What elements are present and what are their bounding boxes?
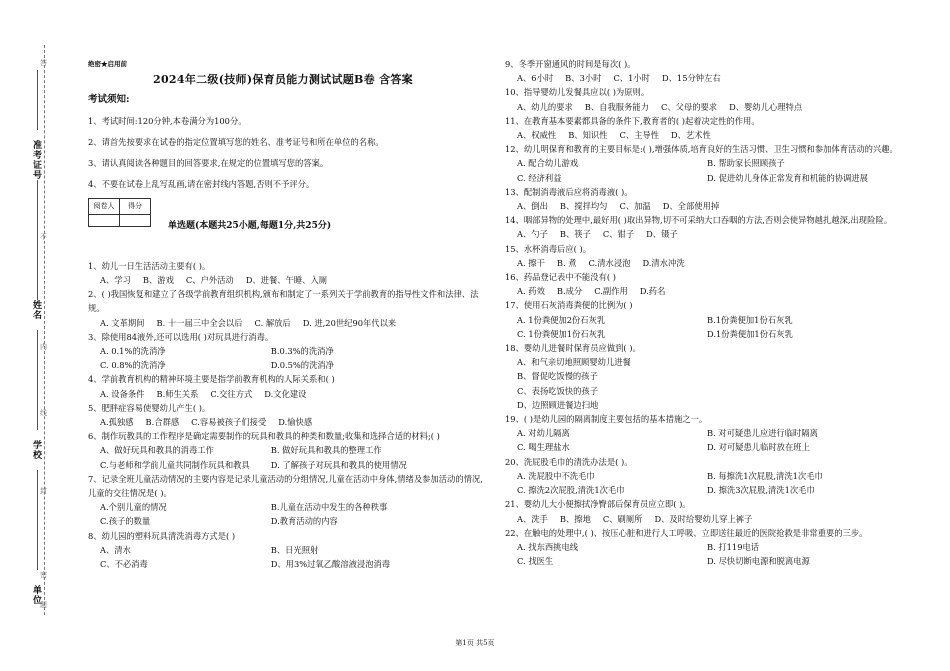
option: C. 喝生理盐水 <box>517 442 570 453</box>
name-line <box>37 180 38 300</box>
question-text: 22、在触电的处理中,( )、按压心脏和进行人工呼吸、立即送往最近的医院抢救是非常重要的三步。 <box>505 527 868 538</box>
option: A、权威性 <box>517 130 557 141</box>
option: D、艺术性 <box>671 130 711 141</box>
option: C.孩子的数量 <box>100 516 151 527</box>
question-options <box>505 227 930 241</box>
option: D.文化建设 <box>264 388 307 399</box>
option: A. 对幼儿隔离 <box>517 428 570 439</box>
binding-mark: 不 <box>40 233 47 241</box>
question-text: 3、除使用84液外,还可以选用( )对玩具进行消毒。 <box>88 331 274 342</box>
option: B.师生关系 <box>156 388 199 399</box>
option: D. 进,20世纪90年代以来 <box>302 317 397 328</box>
option: B.儿童在活动中发生的各种秩事 <box>270 502 388 513</box>
binding-mark: 题 <box>40 601 47 609</box>
question-text: 21、婴幼儿大小便擦拭净臀部后保育员应立即( )。 <box>505 499 691 510</box>
question-text: 16、药品登记表中不能没有( ) <box>505 272 616 283</box>
score-table-score: 得分 <box>120 199 151 214</box>
option: C. 0.8%的洗消净 <box>100 360 166 371</box>
option: C、不必消毒 <box>100 559 148 570</box>
option: A、倒出 <box>517 201 548 212</box>
question-options <box>505 512 930 526</box>
exam-number-line <box>37 70 38 130</box>
binding-label-name: 姓名 <box>31 300 41 320</box>
question-options <box>88 316 488 330</box>
question-options <box>88 500 488 528</box>
binding-mark: 线 <box>40 409 47 417</box>
option: D、进餐、午睡、入厕 <box>245 275 328 286</box>
option: B、擦地 <box>559 513 591 524</box>
option: A. 找东西挑电线 <box>517 541 579 552</box>
option: B.0.3%的洗消净 <box>270 346 334 357</box>
question-options <box>505 355 930 412</box>
question-options <box>505 199 930 213</box>
question-text: 2、( )我国恢复和建立了各级学前教育组织机构,颁布和制定了一系列关于学前教育的指导性文件和法律、法规。 <box>88 289 479 314</box>
option: D. 擦洗3次屁股,清洗1次毛巾 <box>706 485 815 496</box>
question-text: 18、婴幼儿进餐时保育员应做到( )。 <box>505 343 641 354</box>
question-text: 13、配制消毒液后应将消毒液( )。 <box>505 186 633 197</box>
option: D、边照顾进餐边扫地 <box>517 399 599 410</box>
exam-title: 2024年二级(技师)保育员能力测试试题B卷 含答案 <box>153 73 413 87</box>
question-options <box>505 100 930 114</box>
option: B. 十一届三中全会以后 <box>156 317 243 328</box>
option: B、知识性 <box>568 130 608 141</box>
option: B、日光照射 <box>270 544 319 555</box>
option: A、做好玩具和教具的消毒工作 <box>100 445 214 456</box>
option: D. 了解孩子对玩具和教具的使用情况 <box>270 459 407 470</box>
left-questions <box>88 259 488 571</box>
score-table-grader: 阅卷人 <box>89 199 120 214</box>
question-text: 5、肥胖症容易使婴幼儿产生( )。 <box>88 402 211 413</box>
option: D.愉快感 <box>278 417 313 428</box>
question-text: 15、水杯消毒后应( )。 <box>505 243 592 254</box>
option: A、勺子 <box>517 229 548 240</box>
option: B. 煮 <box>556 257 577 268</box>
question-options <box>505 313 930 341</box>
question-options <box>88 543 488 571</box>
binding-mark: 密 <box>40 571 47 579</box>
secret-mark: 绝密★启用前 <box>88 60 127 68</box>
binding-mark: 内 <box>40 343 47 351</box>
option: B.1份粪便加1份石灰乳 <box>706 314 793 325</box>
option: C. 找医生 <box>517 556 554 567</box>
question-options <box>88 443 488 471</box>
option: C. 经济利益 <box>517 172 562 183</box>
option: B. 每擦洗1次屁股,清洗1次毛巾 <box>706 470 823 481</box>
option: B、游戏 <box>142 275 174 286</box>
question-options <box>505 156 930 184</box>
page-footer: 第1页 共5页 <box>455 639 495 647</box>
option: D.清水冲洗 <box>642 257 685 268</box>
option: D.药名 <box>639 286 666 297</box>
question-options <box>505 469 930 497</box>
option: C. 解放后 <box>254 317 291 328</box>
option: A、学习 <box>100 275 131 286</box>
option: C、表扬吃饭快的孩子 <box>517 385 599 396</box>
option: D、婴幼儿心理特点 <box>729 101 803 112</box>
notice-item: 2、请首先按要求在试卷的指定位置填写您的姓名、准考证号和所在单位的名称。 <box>88 136 384 147</box>
option: A、幼儿的要求 <box>517 101 573 112</box>
binding-label-school: 学校 <box>31 440 41 460</box>
option: C.交往方式 <box>210 388 253 399</box>
option: B、3小时 <box>565 73 602 84</box>
question-options <box>505 284 930 298</box>
question-options <box>88 387 488 401</box>
question-text: 19、( )是幼儿园的隔离制度主要包括的基本措施之一。 <box>505 414 708 425</box>
left-column <box>88 57 488 571</box>
option: C. 1份粪便加1份石灰乳 <box>517 328 606 339</box>
option: A. 0.1%的洗消净 <box>100 346 166 357</box>
binding-mark: 封 <box>40 487 47 495</box>
option: A、6小时 <box>517 73 554 84</box>
option: C.与老师和学前儿童共同制作玩具和教具 <box>100 459 250 470</box>
option: B. 做好玩具和教具的整理工作 <box>270 445 382 456</box>
question-options <box>505 71 930 85</box>
option: A. 文革期间 <box>100 317 145 328</box>
binding-label-unit: 单位 <box>31 585 41 605</box>
option: C.容易被孩子们接受 <box>191 417 267 428</box>
option: D、用3%过氧乙酸溶液浸泡消毒 <box>270 559 391 570</box>
section-heading: 单选题(本题共25小题,每题1分,共25分) <box>168 220 332 231</box>
option: C、1小时 <box>613 73 650 84</box>
option: C、刷厕所 <box>602 513 643 524</box>
notice-title: 考试须知: <box>88 94 130 106</box>
option: C、钳子 <box>602 229 635 240</box>
question-text: 9、冬季开窗通风的时间是每次( )。 <box>505 59 636 69</box>
option: B. 对可疑患儿应进行临时隔离 <box>706 428 818 439</box>
question-text: 14、咽部异物的处理中,最好用( )取出异物,切不可采纳大口吞咽的方法,否则会使异物越扎越深,出现险险。 <box>505 215 892 226</box>
option: C.清水浸泡 <box>588 257 631 268</box>
question-options <box>88 415 488 429</box>
question-text: 17、使用石灰消毒粪便的比例为( ) <box>505 300 633 311</box>
option: A.孤独感 <box>100 417 134 428</box>
option: B. 帮助家长照顾孩子 <box>706 158 785 169</box>
notice-item: 1、考试时间:120分钟,本卷满分为100分。 <box>88 115 247 126</box>
score-table <box>88 198 151 226</box>
grader-cell[interactable] <box>89 214 120 226</box>
option: D. 尽快切断电源和脱离电源 <box>706 556 810 567</box>
option: D、全部使用掉 <box>662 201 720 212</box>
question-text: 10、指导婴幼儿发餐具应以( )为原则。 <box>505 87 650 98</box>
option: D、及时给婴幼儿穿上裤子 <box>654 513 753 524</box>
option: B、筷子 <box>559 229 591 240</box>
score-cell[interactable] <box>120 214 151 226</box>
question-text: 20、洗屁股毛巾的清洗办法是( )。 <box>505 456 633 467</box>
option: D.教育活动的内容 <box>270 516 338 527</box>
question-options <box>505 256 930 270</box>
question-text: 11、在教育基本要素都具备的条件下,教育者的( )起着决定性的作用。 <box>505 115 760 126</box>
question-options <box>505 540 930 568</box>
option: C.副作用 <box>594 286 628 297</box>
option: A. 洗屁股中不洗毛巾 <box>517 470 595 481</box>
question-text: 6、制作玩教具的工作程序是确定需要制作的玩具和教具的种类和数量;收集和选择合适的材料;( ) <box>88 431 440 442</box>
option: B.成分 <box>556 286 583 297</box>
option: A. 配合幼儿游戏 <box>517 158 579 169</box>
option: A. 1份粪便加2份石灰乳 <box>517 314 606 325</box>
question-options <box>88 344 488 372</box>
option: D.1份粪便加1份石灰乳 <box>706 328 793 339</box>
option: B.合群感 <box>145 417 180 428</box>
option: D.0.5%的洗消净 <box>270 360 334 371</box>
option: D、镊子 <box>646 229 678 240</box>
binding-mark: 答 <box>40 59 47 67</box>
binding-label-exam-number: 准考证号 <box>31 140 41 180</box>
question-options <box>505 128 930 142</box>
option: D. 促进幼儿身体正常发育和机能的协调进展 <box>706 172 868 183</box>
option: D. 对可疑患儿临时放在班上 <box>706 442 810 453</box>
option: C. 擦洗2次屁股,清洗1次毛巾 <box>517 485 625 496</box>
option: B. 打119电话 <box>706 541 760 552</box>
school-line <box>37 330 38 430</box>
question-text: 4、学前教育机构的精神环境主要是指学前教育机构的人际关系和( ) <box>88 374 335 385</box>
option: C、父母的要求 <box>660 101 718 112</box>
option: A. 擦干 <box>517 257 545 268</box>
option: A、洗手 <box>517 513 548 524</box>
question-text: 8、幼儿园的塑料玩具清洗消毒方式是( ) <box>88 530 236 541</box>
option: B、督促吃饭慢的孩子 <box>517 371 598 382</box>
option: B、搅拌均匀 <box>559 201 608 212</box>
question-options <box>505 426 930 454</box>
unit-line <box>37 470 38 570</box>
option: A.个别儿童的情况 <box>100 502 167 513</box>
question-text: 7、记录全班儿童活动情况的主要内容是记录儿童活动的分组情况,儿童在活动中身体,情绪及参加活动的情况,儿童的交往情况是( )。 <box>88 473 483 499</box>
option: C、户外活动 <box>185 275 234 286</box>
option: D、15分钟左右 <box>661 73 721 84</box>
option: A、和气亲切地照顾婴幼儿进餐 <box>517 357 631 368</box>
question-text: 1、幼儿一日生活活动主要有( )。 <box>88 260 211 271</box>
option: A. 药效 <box>517 286 545 297</box>
right-column <box>505 57 930 568</box>
option: A. 设备条件 <box>100 388 145 399</box>
option: C、加温 <box>619 201 651 212</box>
option: A、清水 <box>100 544 131 555</box>
binding-margin <box>0 0 60 671</box>
notice-item: 3、请认真阅读各种题目的回答要求,在规定的位置填写您的答案。 <box>88 158 329 169</box>
question-options <box>88 273 488 287</box>
notice-item: 4、不要在试卷上乱写乱画,请在密封线内答题,否则不予评分。 <box>88 179 315 190</box>
option: C、主导性 <box>619 130 660 141</box>
question-text: 12、幼儿明保育和教育的主要目标是:( ),增强体质,培育良好的生活习惯、卫生习惯和参加体育活动的兴趣。 <box>505 144 898 155</box>
seal-line <box>44 45 45 615</box>
option: B、自我服务能力 <box>584 101 649 112</box>
